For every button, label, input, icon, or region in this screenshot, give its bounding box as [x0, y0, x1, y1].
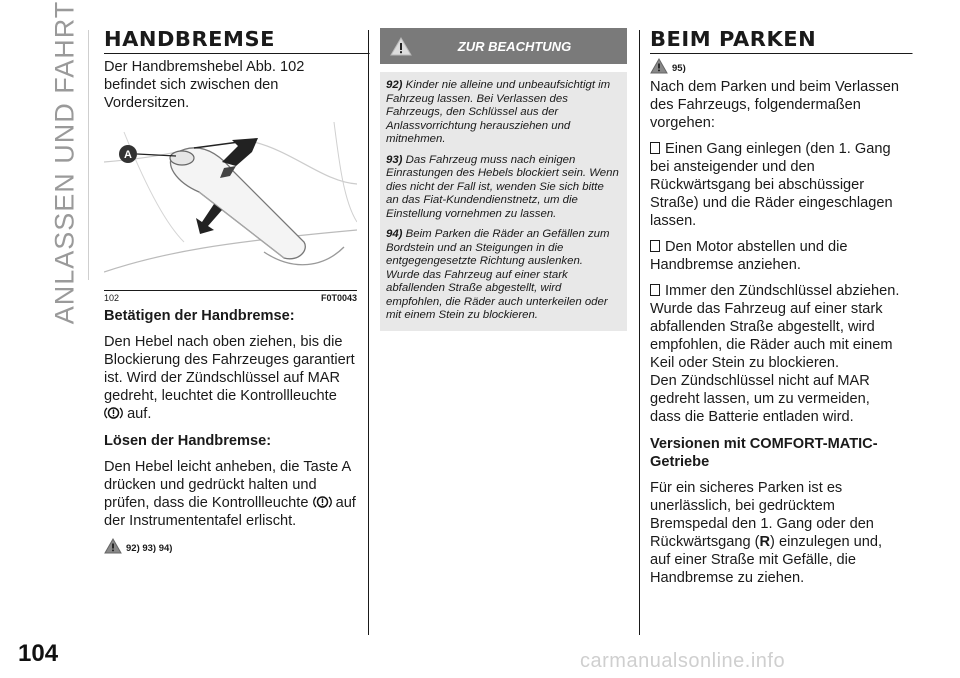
warning-reference: [650, 58, 900, 74]
bullet-text: Den Motor abstellen und die Handbremse anziehen.: [650, 239, 848, 273]
heading-handbremse: HANDBREMSE: [104, 28, 370, 54]
bullet-text: Einen Gang einlegen (den 1. Gang bei ansteigender und den Rückwärtsgang bei abschüssiger Straße) und die Räder eingeschlagen lassen.: [650, 141, 893, 229]
paragraph-loesen: [104, 458, 357, 530]
paragraph-batterie: Den Zündschlüssel nicht auf MAR gedreht lassen, um zu vermeiden, dass die Batterie entladen wird.: [650, 373, 870, 425]
watermark: carmanualsonline.info: [580, 650, 786, 672]
note-number: 92): [386, 79, 403, 91]
handbrake-illustration: [104, 122, 357, 282]
column-beim-parken: [650, 28, 900, 587]
paragraph-comfort-matic: [650, 479, 900, 587]
paragraph-comfort-matic-end: ) einzulegen und, auf einer Straße mit Gefälle, die Handbremse zu ziehen.: [650, 534, 883, 586]
paragraph-betaetigen: [104, 333, 357, 423]
warning-box-title: ZUR BEACHTUNG: [457, 38, 572, 54]
bullet-item: [650, 238, 900, 274]
figure-code: F0T0043: [320, 293, 357, 303]
brake-warning-light-icon: [313, 495, 332, 509]
reverse-gear-symbol: R: [759, 534, 771, 550]
section-side-title: [38, 0, 92, 325]
note-item: [386, 79, 619, 147]
warning-reference-text: 95): [672, 63, 686, 74]
side-divider: [88, 30, 89, 280]
bullet-icon: [650, 142, 660, 154]
note-number: 94): [386, 228, 403, 240]
paragraph-loesen-text: Den Hebel leicht anheben, die Taste A drücken und gedrückt halten und prüfen, dass die Kontrollleuchte: [104, 459, 351, 511]
column-divider-1: [368, 30, 369, 635]
note-text: Beim Parken die Räder an Gefällen zum Bordstein und an Steigungen in die entgegengesetzte Richtung auslenken. Wurde das Fahrzeug auf einer stark abfallenden Straße abgestellt, wird empfohlen, die Räder auch unterkeilen oder mit einem Stein zu blockieren.: [386, 228, 610, 321]
bullet-item: [650, 282, 900, 372]
handbrake-figure: [104, 122, 357, 303]
warning-triangle-icon: [650, 58, 668, 74]
figure-caption: [104, 290, 357, 303]
bullet-icon: [650, 284, 660, 296]
parken-intro: Nach dem Parken und beim Verlassen des Fahrzeugs, folgendermaßen vorgehen:: [650, 79, 900, 131]
subheading-betaetigen: Betätigen der Handbremse:: [104, 308, 295, 324]
warning-box: [380, 28, 627, 331]
bullet-text: Immer den Zündschlüssel abziehen. Wurde das Fahrzeug auf einer stark abfallenden Straße abgestellt, wird empfohlen, die Räder auch mit einem Keil oder Stein zu blockieren.: [650, 283, 900, 371]
note-item: [386, 228, 619, 323]
warning-triangle-icon: [104, 538, 122, 554]
figure-number: 102: [104, 293, 120, 303]
subheading-loesen: Lösen der Handbremse:: [104, 433, 272, 449]
warning-triangle-icon: [390, 37, 412, 56]
subheading-comfort-matic: Versionen mit COMFORT-MATIC-Getriebe: [650, 436, 878, 470]
column-handbremse: [104, 28, 357, 554]
paragraph-betaetigen-end: auf.: [127, 406, 152, 422]
paragraph-loesen-end: auf der Instrumententafel erlischt.: [104, 495, 356, 529]
paragraph-betaetigen-text: Den Hebel nach oben ziehen, bis die Blockierung des Fahrzeuges garantiert ist. Wird der Zündschlüssel auf MAR gedreht, leuchtet die Kontrollleuchte: [104, 334, 355, 404]
note-text: Kinder nie alleine und unbeaufsichtigt im Fahrzeug lassen. Bei Verlassen des Fahrzeugs, den Schlüssel aus der Anlassvorrichtung herausziehen und mitnehmen.: [386, 79, 611, 145]
column-beachtung: [380, 28, 627, 331]
column-divider-2: [639, 30, 640, 635]
side-title-text: ANLASSEN UND FAHRT: [49, 0, 80, 325]
page-number: 104: [18, 640, 59, 667]
note-number: 93): [386, 153, 403, 166]
heading-beim-parken: BEIM PARKEN: [650, 28, 913, 54]
brake-warning-light-icon: [104, 406, 123, 420]
warning-references: [104, 538, 357, 554]
paragraph-comfort-matic-text: Für ein sicheres Parken ist es unerlässlich, bei gedrücktem Bremspedal den 1. Gang oder den Rückwärtsgang (: [650, 480, 874, 550]
bullet-item: [650, 140, 900, 230]
warning-box-header: [380, 28, 627, 72]
note-item: [386, 154, 619, 222]
marker-a-label: A: [124, 149, 132, 161]
intro-paragraph: Der Handbremshebel Abb. 102 befindet sich zwischen den Vordersitzen.: [104, 59, 305, 111]
bullet-icon: [650, 240, 660, 252]
warning-references-text: 92) 93) 94): [126, 543, 173, 554]
note-text: Das Fahrzeug muss nach einigen Einrastungen des Hebels blockiert sein. Wenn dies nicht der Fall ist, wenden Sie sich bitte an das Fiat-Kundendienstnetz, um die Einstellung vornehmen zu lassen.: [386, 153, 619, 220]
